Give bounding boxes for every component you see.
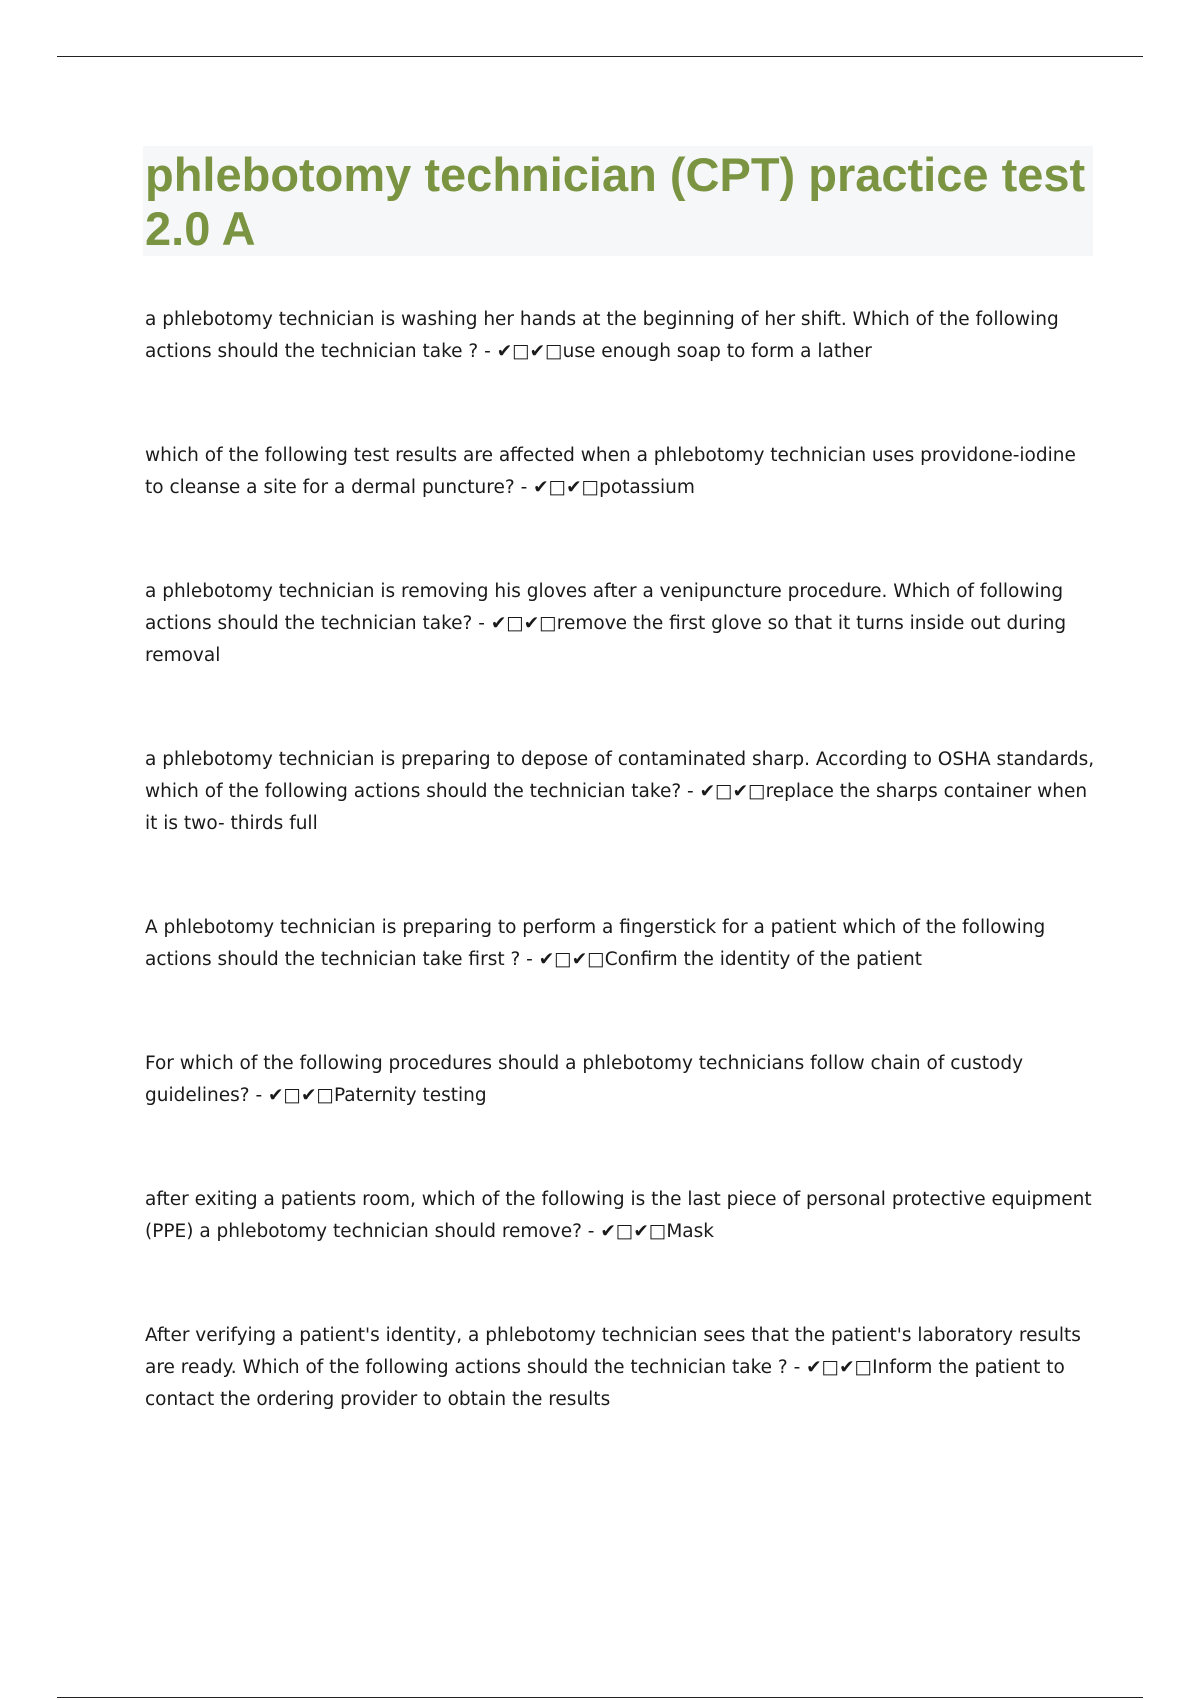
qa-item: [145, 576, 1095, 672]
question-text: After verifying a patient's identity, a phlebotomy technician sees that the patient's laboratory results are ready. Which of the following actions should the technician take ?: [145, 1325, 1081, 1378]
separator: -: [681, 781, 700, 802]
answer-marker: ✔□✔□: [806, 1357, 873, 1378]
answer-marker: ✔□✔□: [600, 1221, 667, 1242]
separator: -: [249, 1085, 269, 1106]
answer-marker: ✔□✔□: [268, 1085, 334, 1106]
title-box: [143, 146, 1093, 256]
answer-text: potassium: [599, 477, 695, 498]
answer-marker: ✔□✔□: [699, 781, 766, 802]
separator: -: [581, 1221, 601, 1242]
separator: -: [787, 1357, 807, 1378]
answer-text: Mask: [666, 1221, 714, 1242]
answer-text: replace the sharps container when it is two- thirds full: [145, 781, 1088, 834]
separator: -: [478, 341, 497, 362]
separator: -: [472, 613, 491, 634]
answer-text: use enough soap to form a lather: [562, 341, 872, 362]
answer-text: Inform the patient to contact the ordering provider to obtain the results: [145, 1357, 1065, 1410]
answer-text: Paternity testing: [333, 1085, 487, 1106]
bottom-rule: [57, 1697, 1143, 1698]
question-text: a phlebotomy technician is preparing to depose of contaminated sharp. According to OSHA standards, which of the following actions should the technician take?: [145, 749, 1095, 802]
answer-marker: ✔□✔□: [533, 477, 600, 498]
separator: -: [520, 949, 539, 970]
question-text: which of the following test results are affected when a phlebotomy technician uses providone-iodine to cleanse a site for a dermal puncture?: [145, 445, 1076, 498]
page-title: phlebotomy technician (CPT) practice test 2.0 A: [145, 148, 1086, 255]
answer-text: remove the first glove so that it turns inside out during removal: [145, 613, 1067, 666]
answer-marker: ✔□✔□: [538, 949, 605, 970]
qa-item: [145, 304, 1095, 368]
qa-item: [145, 744, 1095, 840]
separator: -: [514, 477, 534, 498]
question-text: For which of the following procedures should a phlebotomy technicians follow chain of custody guidelines?: [145, 1053, 1024, 1106]
question-text: A phlebotomy technician is preparing to perform a fingerstick for a patient which of the following actions should the technician take first ?: [145, 917, 1046, 970]
qa-item: [145, 1184, 1095, 1248]
qa-list: [145, 304, 1095, 1416]
answer-text: Confirm the identity of the patient: [604, 949, 922, 970]
question-text: a phlebotomy technician is removing his gloves after a venipuncture procedure. Which of following actions should the technician take?: [145, 581, 1064, 634]
qa-item: [145, 1048, 1095, 1112]
qa-item: [145, 912, 1095, 976]
qa-item: [145, 1320, 1095, 1416]
question-text: a phlebotomy technician is washing her hands at the beginning of her shift. Which of the following actions should the technician take ?: [145, 309, 1059, 362]
qa-item: [145, 440, 1095, 504]
question-text: after exiting a patients room, which of the following is the last piece of personal protective equipment (PPE) a phlebotomy technician should remove?: [145, 1189, 1092, 1242]
top-rule: [57, 56, 1143, 57]
answer-marker: ✔□✔□: [490, 613, 557, 634]
answer-marker: ✔□✔□: [496, 341, 563, 362]
